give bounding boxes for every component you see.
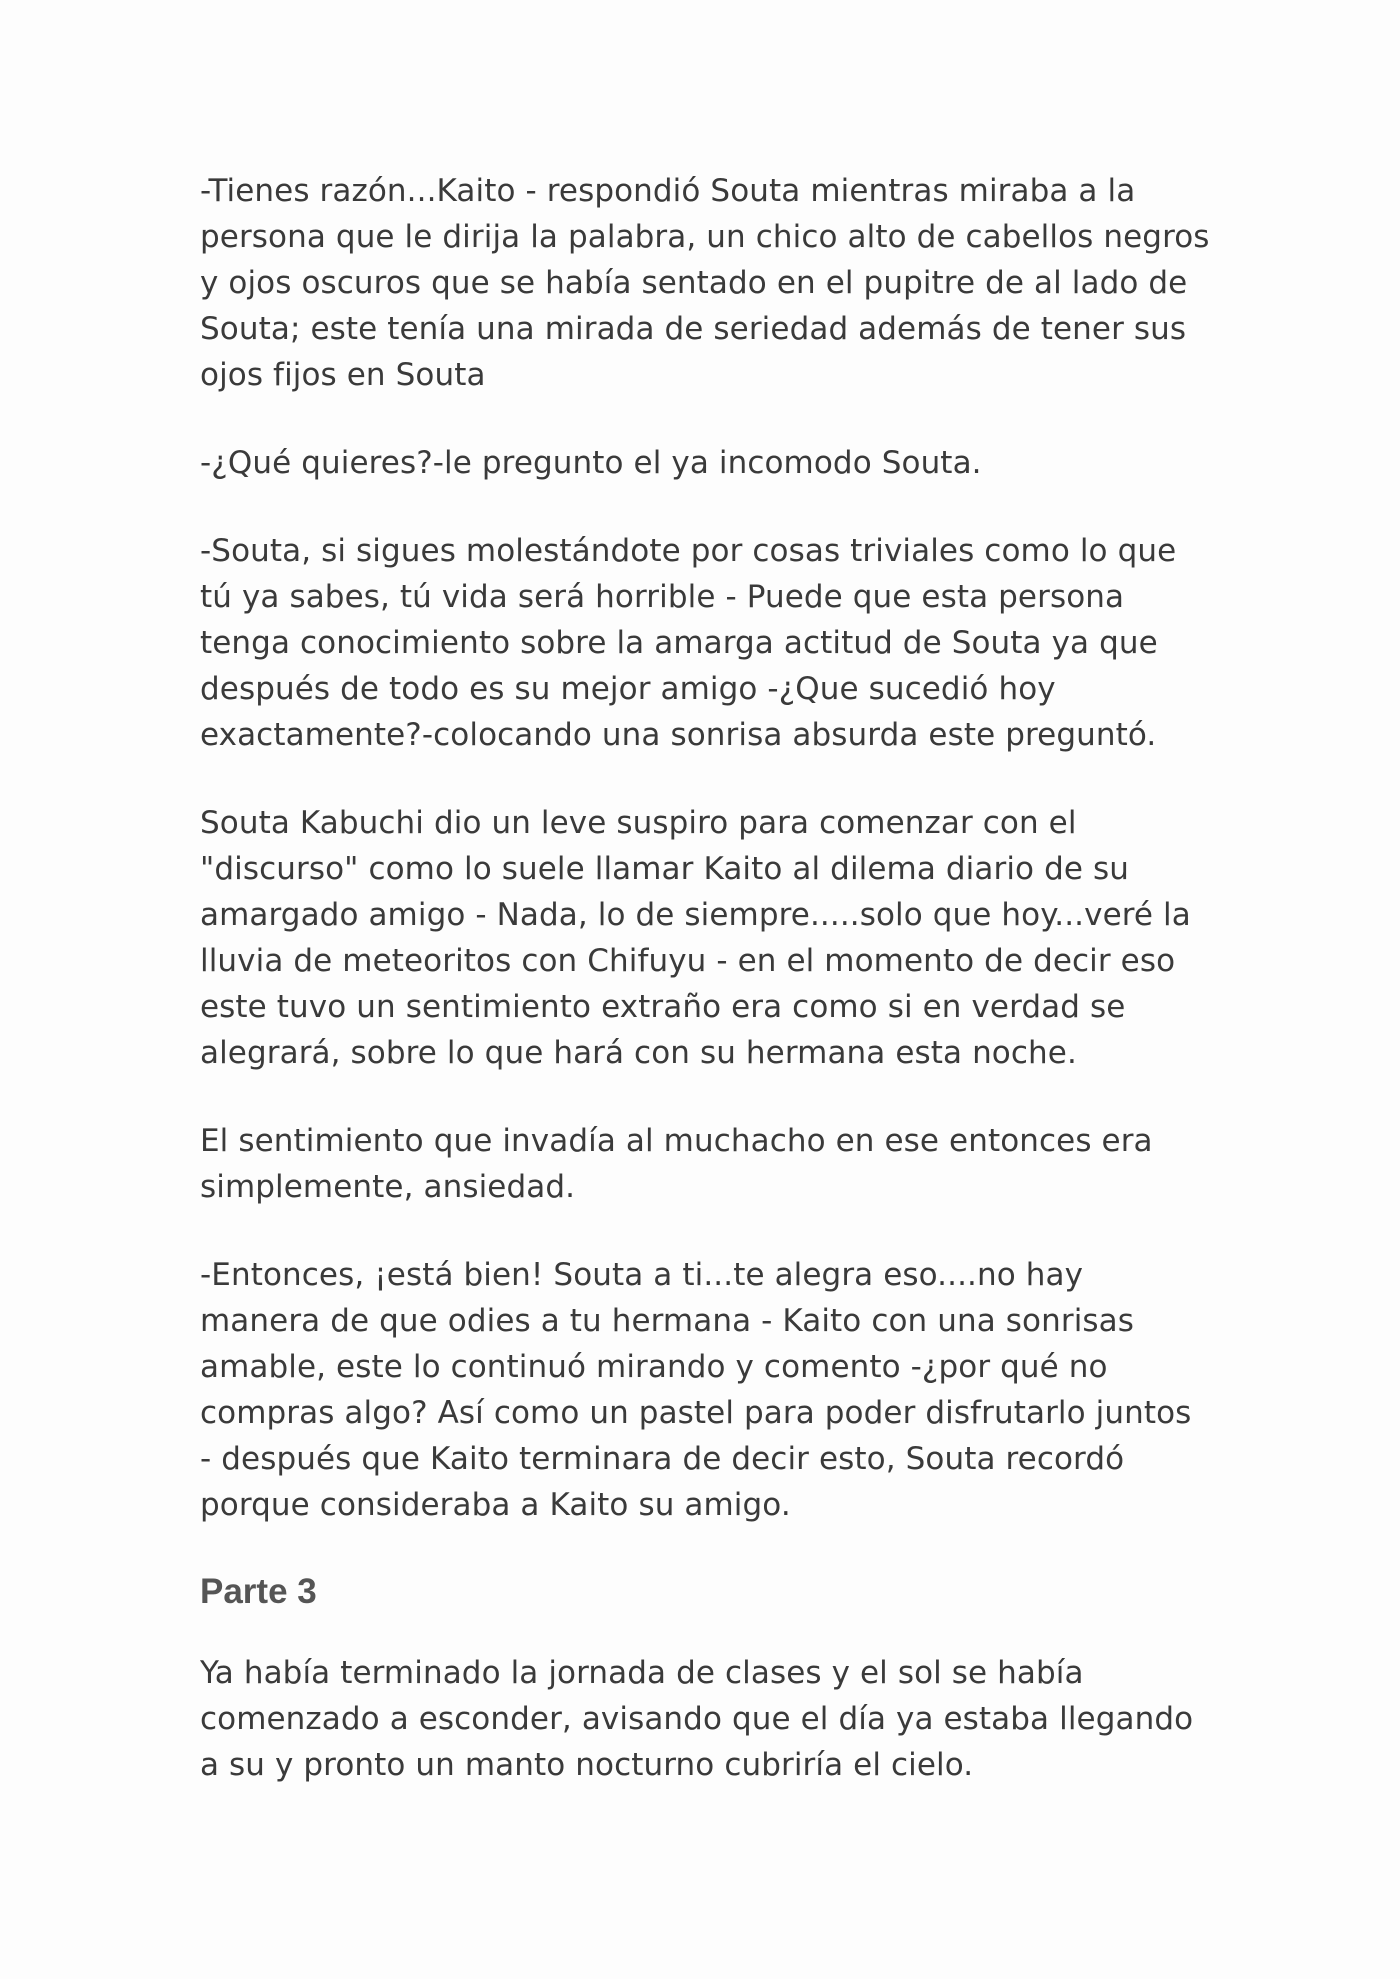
document-body [200,168,1210,1830]
section-heading: Parte 3 [200,1572,317,1611]
paragraph: El sentimiento que invadía al muchacho en ese entonces era simplemente, ansiedad. [200,1123,1153,1205]
paragraph: -Entonces, ¡está bien! Souta a ti...te alegra eso....no hay manera de que odies a tu hermana - Kaito con una sonrisas amable, este lo continuó mirando y comento -¿por qué no compras algo? Así como un pastel para poder disfrutarlo juntos - después que Kaito terminara de decir esto, Souta recordó porque consideraba a Kaito su amigo. [200,1257,1192,1523]
paragraph: Ya había terminado la jornada de clases y el sol se había comenzado a esconder, avisando que el día ya estaba llegando a su y pronto un manto nocturno cubriría el cielo. [200,1655,1194,1783]
paragraph: Souta Kabuchi dio un leve suspiro para comenzar con el "discurso" como lo suele llamar Kaito al dilema diario de su amargado amigo - Nada, lo de siempre.....solo que hoy...veré la lluvia de meteoritos con Chifuyu - en el momento de decir eso este tuvo un sentimiento extraño era como si en verdad se alegrará, sobre lo que hará con su hermana esta noche. [200,805,1191,1071]
paragraph: -Tienes razón...Kaito - respondió Souta mientras miraba a la persona que le dirija la palabra, un chico alto de cabellos negros y ojos oscuros que se había sentado en el pupitre de al lado de Souta; este tenía una mirada de seriedad además de tener sus ojos fijos en Souta [200,173,1210,393]
paragraph: -Souta, si sigues molestándote por cosas triviales como lo que tú ya sabes, tú vida será horrible - Puede que esta persona tenga conocimiento sobre la amarga actitud de Souta ya que después de todo es su mejor amigo -¿Que sucedió hoy exactamente?-colocando una sonrisa absurda este preguntó. [200,533,1177,753]
paragraph: -¿Qué quieres?-le pregunto el ya incomodo Souta. [200,445,982,481]
